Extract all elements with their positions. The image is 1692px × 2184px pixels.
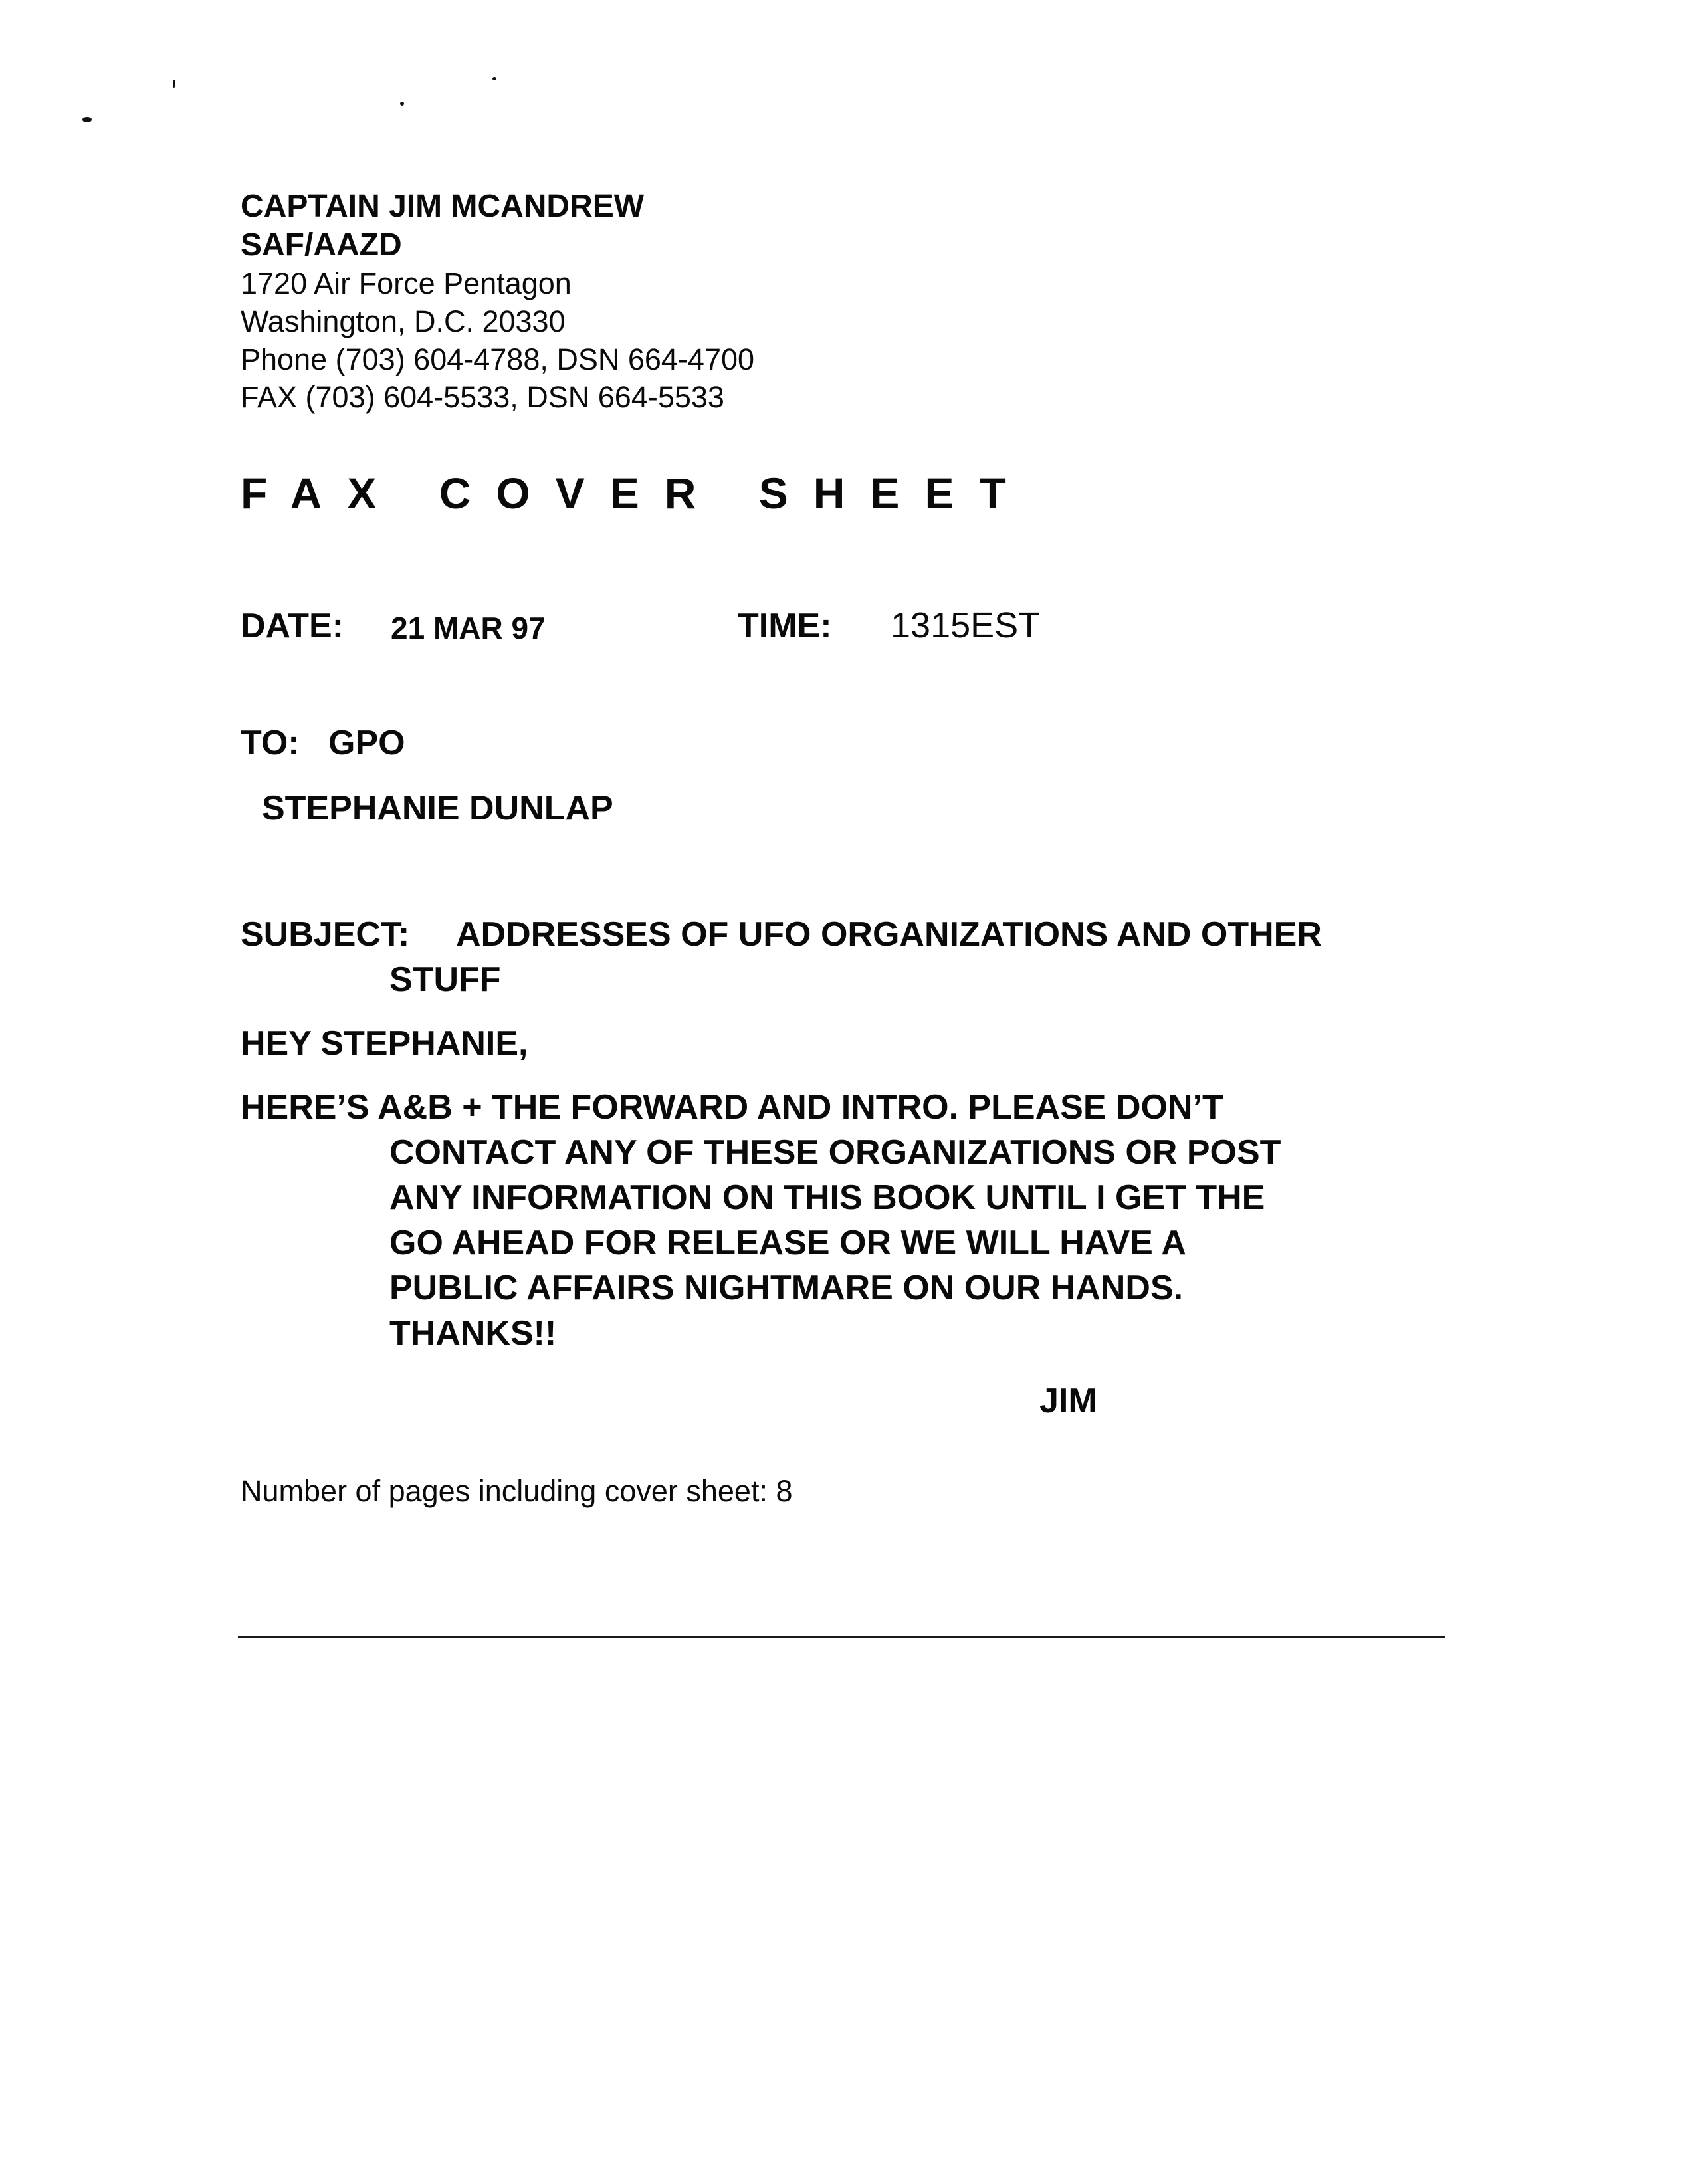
message-line: PUBLIC AFFAIRS NIGHTMARE ON OUR HANDS. [389, 1269, 1184, 1307]
time-value: 1315EST [891, 605, 1041, 645]
sender-address-line1: 1720 Air Force Pentagon [241, 267, 572, 300]
message-line: ANY INFORMATION ON THIS BOOK UNTIL I GET THE [389, 1178, 1265, 1217]
subject-label: SUBJECT: [241, 915, 410, 954]
sender-block [241, 187, 1171, 416]
date-label: DATE: [241, 607, 344, 645]
greeting: HEY STEPHANIE, [241, 1024, 528, 1063]
document-title: FAX COVER SHEET [241, 469, 1031, 518]
message-line: CONTACT ANY OF THESE ORGANIZATIONS OR POST [389, 1133, 1281, 1172]
sender-phone: Phone (703) 604-4788, DSN 664-4700 [241, 342, 755, 376]
signature: JIM [1039, 1382, 1097, 1420]
scan-speck [173, 80, 175, 88]
subject-line1: ADDRESSES OF UFO ORGANIZATIONS AND OTHER [456, 915, 1322, 954]
sender-address-line2: Washington, D.C. 20330 [241, 304, 566, 338]
sender-name: CAPTAIN JIM MCANDREW [241, 189, 645, 224]
sender-office: SAF/AAZD [241, 227, 402, 263]
divider-line [238, 1636, 1445, 1638]
scan-speck [492, 77, 496, 80]
sender-fax: FAX (703) 604-5533, DSN 664-5533 [241, 380, 724, 414]
to-value: GPO [328, 724, 405, 762]
scan-speck [82, 117, 92, 122]
time-label: TIME: [738, 607, 832, 645]
scan-speck [400, 102, 404, 106]
date-value: 21 MAR 97 [391, 611, 546, 645]
recipient-attention: STEPHANIE DUNLAP [262, 789, 613, 827]
message-line: HERE’S A&B + THE FORWARD AND INTRO. PLEASE DON’T [241, 1088, 1223, 1127]
to-label: TO: [241, 724, 300, 762]
message-line: THANKS!! [389, 1314, 557, 1353]
message-line: GO AHEAD FOR RELEASE OR WE WILL HAVE A [389, 1224, 1186, 1262]
subject-line2: STUFF [389, 960, 501, 999]
page-count: Number of pages including cover sheet: 8 [241, 1474, 793, 1508]
